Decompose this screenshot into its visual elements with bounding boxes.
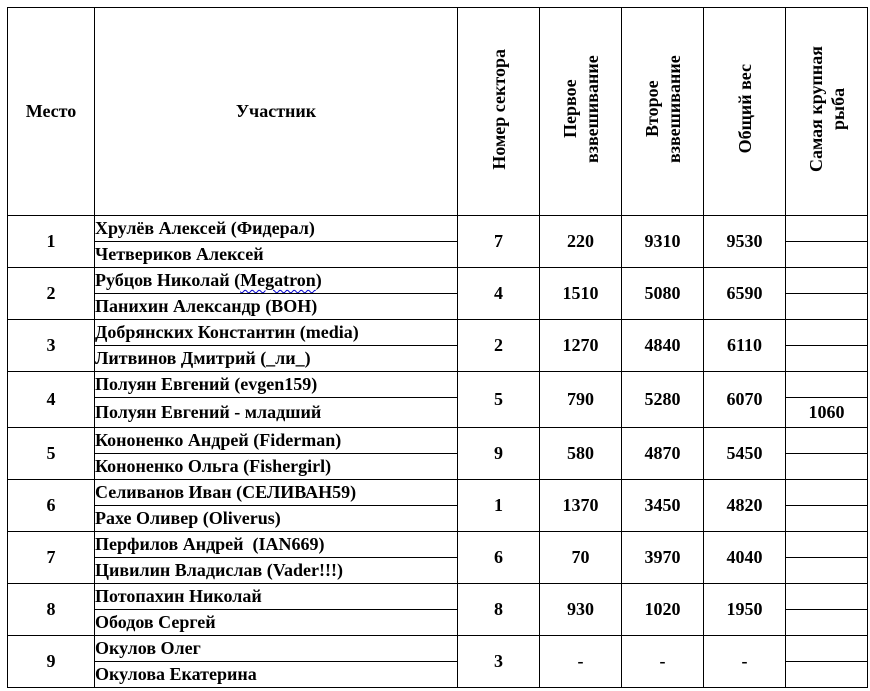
table-row	[8, 268, 868, 294]
header-biggest-fish	[786, 8, 868, 216]
participant-cell: Перфилов Андрей (IAN669)	[95, 532, 458, 558]
place-cell: 7	[8, 532, 95, 584]
participant-cell: Панихин Александр (BOH)	[95, 294, 458, 320]
participant-cell: Кононенко Андрей (Fiderman)	[95, 428, 458, 454]
participant-cell: Кононенко Ольга (Fishergirl)	[95, 454, 458, 480]
biggest-fish-cell	[786, 558, 868, 584]
biggest-fish-cell	[786, 242, 868, 268]
participant-cell: Селиванов Иван (СЕЛИВАН59)	[95, 480, 458, 506]
header-second-weighing	[622, 8, 704, 216]
header-place: Место	[8, 8, 95, 216]
header-first-weighing	[540, 8, 622, 216]
sector-cell: 8	[458, 584, 540, 636]
biggest-fish-cell	[786, 506, 868, 532]
biggest-fish-cell	[786, 454, 868, 480]
biggest-fish-cell	[786, 346, 868, 372]
participant-cell: Рахе Оливер (Oliverus)	[95, 506, 458, 532]
header-biggest-fish-label: Самая крупная рыба	[805, 46, 848, 172]
spellcheck-word: Megatron	[240, 270, 316, 290]
participant-cell: Хрулёв Алексей (Фидерал)	[95, 216, 458, 242]
sector-cell: 3	[458, 636, 540, 688]
place-cell: 9	[8, 636, 95, 688]
first-weighing-cell: 790	[540, 372, 622, 428]
header-sector-label: Номер сектора	[488, 48, 509, 170]
biggest-fish-cell	[786, 372, 868, 398]
sector-cell: 6	[458, 532, 540, 584]
total-weight-cell: -	[704, 636, 786, 688]
participant-cell: Рубцов Николай (Megatron)	[95, 268, 458, 294]
place-cell: 3	[8, 320, 95, 372]
total-weight-cell: 6590	[704, 268, 786, 320]
sector-cell: 9	[458, 428, 540, 480]
sector-cell: 7	[458, 216, 540, 268]
header-total-weight	[704, 8, 786, 216]
second-weighing-cell: 1020	[622, 584, 704, 636]
biggest-fish-cell	[786, 294, 868, 320]
place-cell: 6	[8, 480, 95, 532]
biggest-fish-cell	[786, 636, 868, 662]
second-weighing-cell: 3450	[622, 480, 704, 532]
table-row	[8, 320, 868, 346]
first-weighing-cell: -	[540, 636, 622, 688]
second-weighing-cell: 3970	[622, 532, 704, 584]
table-row	[8, 584, 868, 610]
first-weighing-cell: 930	[540, 584, 622, 636]
total-weight-cell: 6110	[704, 320, 786, 372]
header-participant: Участник	[95, 8, 458, 216]
total-weight-cell: 5450	[704, 428, 786, 480]
participant-cell: Четвериков Алексей	[95, 242, 458, 268]
biggest-fish-cell	[786, 610, 868, 636]
sector-cell: 2	[458, 320, 540, 372]
first-weighing-cell: 220	[540, 216, 622, 268]
place-cell: 5	[8, 428, 95, 480]
total-weight-cell: 6070	[704, 372, 786, 428]
second-weighing-cell: 5280	[622, 372, 704, 428]
table-row	[8, 372, 868, 398]
table-row	[8, 636, 868, 662]
table-row	[8, 532, 868, 558]
first-weighing-cell: 70	[540, 532, 622, 584]
place-cell: 8	[8, 584, 95, 636]
biggest-fish-cell	[786, 480, 868, 506]
biggest-fish-cell: 1060	[786, 398, 868, 428]
second-weighing-cell: 4840	[622, 320, 704, 372]
second-weighing-cell: 9310	[622, 216, 704, 268]
participant-cell: Полуян Евгений - младший	[95, 398, 458, 428]
header-total-weight-label: Общий вес	[734, 64, 755, 154]
participant-cell: Литвинов Дмитрий (_ли_)	[95, 346, 458, 372]
participant-cell: Ободов Сергей	[95, 610, 458, 636]
participant-cell: Окулова Екатерина	[95, 662, 458, 688]
biggest-fish-cell	[786, 532, 868, 558]
biggest-fish-cell	[786, 584, 868, 610]
sector-cell: 5	[458, 372, 540, 428]
total-weight-cell: 4820	[704, 480, 786, 532]
biggest-fish-cell	[786, 216, 868, 242]
biggest-fish-cell	[786, 428, 868, 454]
second-weighing-cell: 5080	[622, 268, 704, 320]
participant-cell: Окулов Олег	[95, 636, 458, 662]
second-weighing-cell: -	[622, 636, 704, 688]
place-cell: 4	[8, 372, 95, 428]
first-weighing-cell: 1510	[540, 268, 622, 320]
participant-cell: Цивилин Владислав (Vader!!!)	[95, 558, 458, 584]
first-weighing-cell: 1370	[540, 480, 622, 532]
results-table	[7, 7, 868, 688]
table-row	[8, 480, 868, 506]
total-weight-cell: 1950	[704, 584, 786, 636]
sector-cell: 1	[458, 480, 540, 532]
biggest-fish-cell	[786, 320, 868, 346]
header-second-weighing-label: Второе взвешивание	[641, 55, 684, 163]
total-weight-cell: 9530	[704, 216, 786, 268]
header-sector	[458, 8, 540, 216]
table-row	[8, 428, 868, 454]
biggest-fish-cell	[786, 268, 868, 294]
first-weighing-cell: 580	[540, 428, 622, 480]
sector-cell: 4	[458, 268, 540, 320]
biggest-fish-cell	[786, 662, 868, 688]
first-weighing-cell: 1270	[540, 320, 622, 372]
header-first-weighing-label: Первое взвешивание	[559, 55, 602, 163]
place-cell: 1	[8, 216, 95, 268]
second-weighing-cell: 4870	[622, 428, 704, 480]
participant-cell: Полуян Евгений (evgen159)	[95, 372, 458, 398]
table-row	[8, 216, 868, 242]
participant-cell: Добрянских Константин (media)	[95, 320, 458, 346]
participant-cell: Потопахин Николай	[95, 584, 458, 610]
total-weight-cell: 4040	[704, 532, 786, 584]
header-row	[8, 8, 868, 216]
place-cell: 2	[8, 268, 95, 320]
